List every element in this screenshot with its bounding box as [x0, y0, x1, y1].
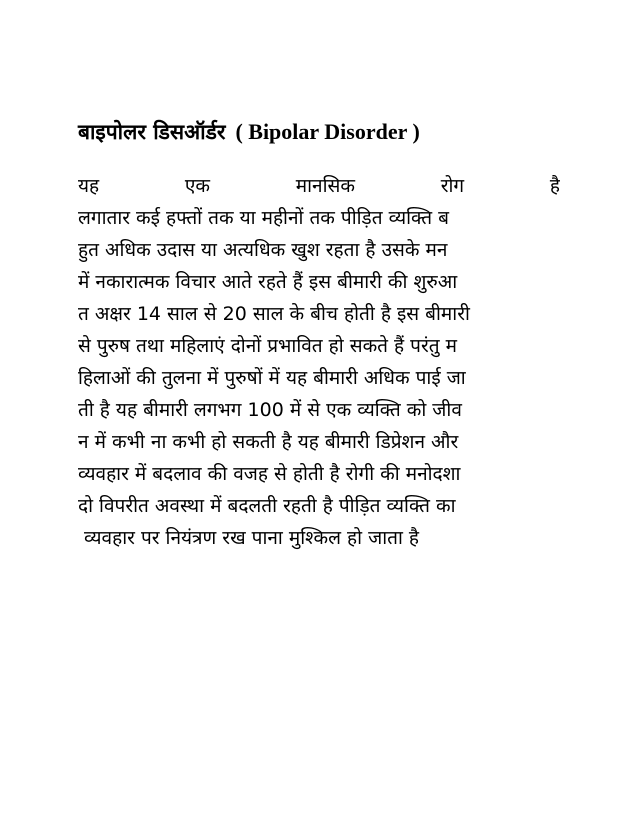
body-line: दो विपरीत अवस्था में बदलती रहती है पीड़ित व्यक्ति का	[78, 495, 456, 517]
body-line: ती है यह बीमारी लगभग 100 में से एक व्यक्ति को जीव	[78, 399, 462, 421]
body-line: में नकारात्मक विचार आते रहते हैं इस बीमारी की शुरुआ	[78, 271, 458, 293]
body-line: हुत अधिक उदास या अत्यधिक खुश रहता है उसके मन	[78, 239, 448, 261]
body-line: व्यवहार में बदलाव की वजह से होती है रोगी की मनोदशा	[78, 463, 461, 485]
first-line-word: रोग	[440, 175, 465, 197]
body-line: न में कभी ना कभी हो सकती है यह बीमारी डिप्रेशन और	[78, 431, 459, 453]
first-line-word: है	[549, 175, 560, 197]
body-line: त अक्षर 14 साल से 20 साल के बीच होती है इस बीमारी	[78, 303, 470, 325]
title-hindi: बाइपोलर डिसऑर्डर	[78, 120, 226, 144]
body-line: व्यवहार पर नियंत्रण रख पाना मुश्किल हो जाता है	[78, 527, 419, 549]
title-english: ( Bipolar Disorder )	[235, 119, 420, 144]
body-line: हिलाओं की तुलना में पुरुषों में यह बीमारी अधिक पाई जा	[78, 367, 466, 389]
body-line: लगातार कई हफ्तों तक या महीनों तक पीड़ित व्यक्ति ब	[78, 207, 449, 229]
body-line: से पुरुष तथा महिलाएं दोनों प्रभावित हो सकते हैं परंतु म	[78, 335, 457, 357]
first-line-word: एक	[184, 175, 210, 197]
document-body	[78, 170, 560, 554]
body-line-first	[78, 170, 560, 202]
document-title	[78, 116, 578, 148]
first-line-word: यह	[78, 175, 100, 197]
first-line-word: मानसिक	[295, 175, 355, 197]
